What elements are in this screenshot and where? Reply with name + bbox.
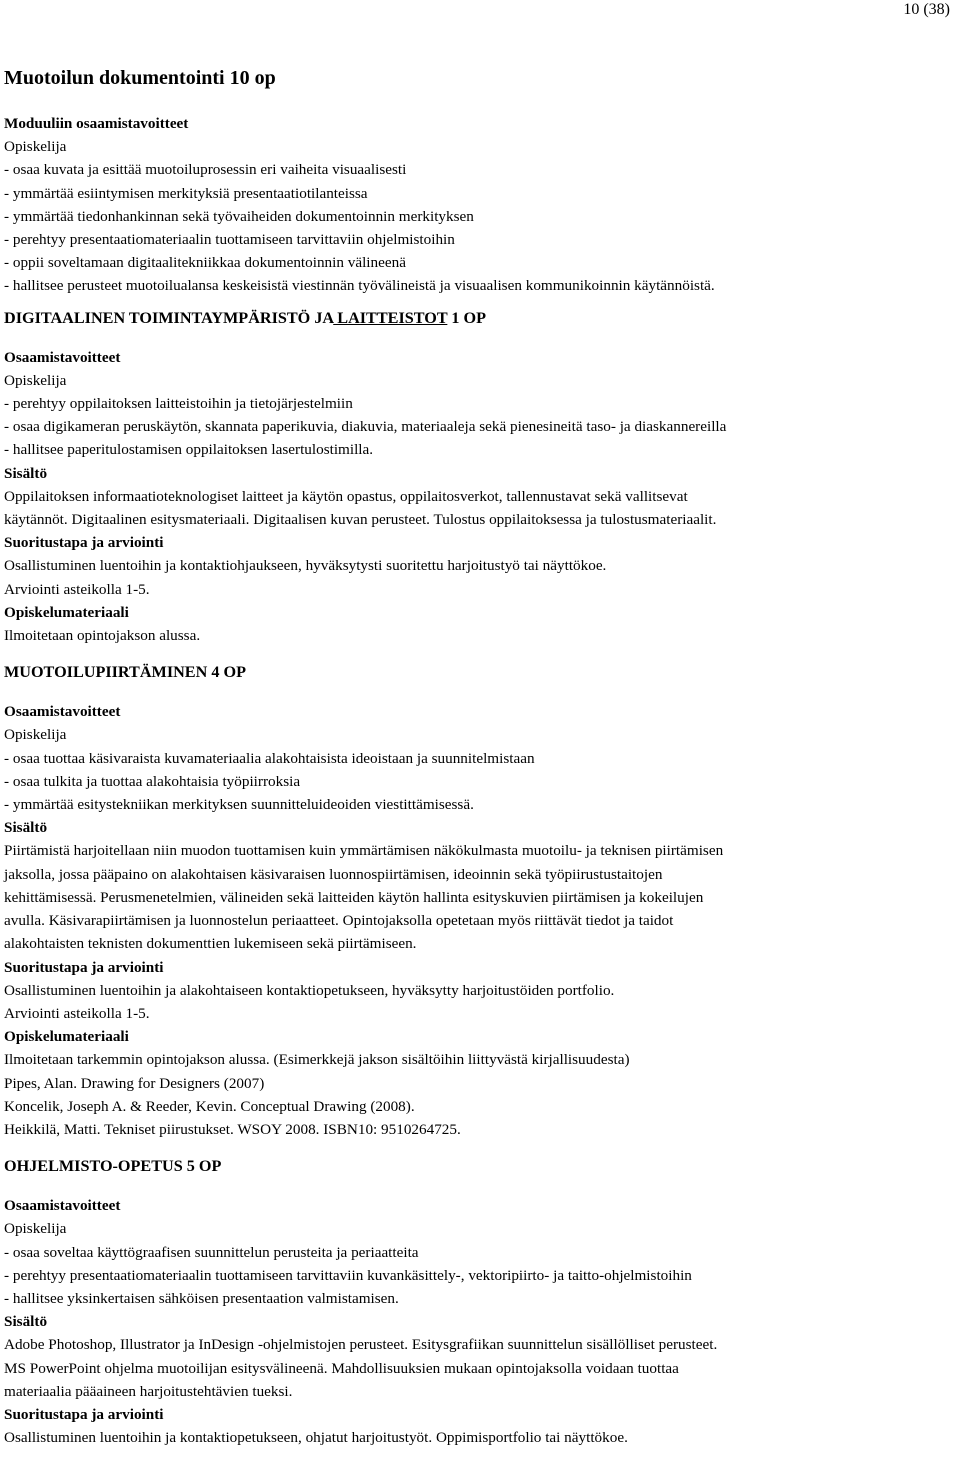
content-line: Adobe Photoshop, Illustrator ja InDesign -ohjelmistojen perusteet. Esitysgrafiikan suunnittelun sisällölliset perusteet.: [4, 1336, 718, 1354]
course-heading-part: 1 OP: [447, 308, 487, 327]
goal-item: - osaa digikameran peruskäytön, skannata paperikuvia, diakuvia, materiaaleja sekä pienesineitä taso- ja diaskannereilla: [4, 418, 727, 436]
content-label: Sisältö: [4, 819, 48, 837]
page-number: 10 (38): [903, 1, 950, 18]
material-line: Ilmoitetaan opintojakson alussa.: [4, 627, 201, 645]
material-label: Opiskelumateriaali: [4, 1028, 129, 1046]
goals-label: Osaamistavoitteet: [4, 703, 121, 721]
content-label: Sisältö: [4, 464, 48, 482]
module-student-label: Opiskelija: [4, 138, 67, 156]
content-line: materiaalia pääaineen harjoitustehtävien tueksi.: [4, 1382, 293, 1400]
course-heading-part: DIGITAALINEN TOIMINTAYMPÄRISTÖ JA: [4, 308, 334, 327]
goal-item: - hallitsee yksinkertaisen sähköisen presentaation valmistamisen.: [4, 1289, 399, 1307]
document-title: Muotoilun dokumentointi 10 op: [4, 67, 276, 89]
method-line: Arviointi asteikolla 1-5.: [4, 580, 150, 598]
module-goal-item: - osaa kuvata ja esittää muotoiluprosessin eri vaiheita visuaalisesti: [4, 161, 407, 179]
module-goal-item: - oppii soveltamaan digitaalitekniikkaa dokumentoinnin välineenä: [4, 254, 406, 272]
module-goal-item: - hallitsee perusteet muotoilualansa keskeisistä viestinnän työvälineistä ja visuaalisen kommunikoinnin käytännöistä.: [4, 277, 715, 295]
content-line: jaksolla, jossa pääpaino on alakohtaisen käsivaraisen luonnospiirtämisen, ideoinnin sekä työpiirustustaitojen: [4, 865, 663, 883]
goals-label: Osaamistavoitteet: [4, 348, 121, 366]
material-line: Koncelik, Joseph A. & Reeder, Kevin. Conceptual Drawing (2008).: [4, 1097, 415, 1115]
content-line: Piirtämistä harjoitellaan niin muodon tuottamisen kuin ymmärtämisen näkökulmasta muotoilu- ja teknisen piirtämisen: [4, 842, 724, 860]
method-label: Suoritustapa ja arviointi: [4, 534, 164, 552]
method-line: Osallistuminen luentoihin ja alakohtaiseen kontaktiopetukseen, hyväksytty harjoitustöiden portfolio.: [4, 981, 615, 999]
method-label: Suoritustapa ja arviointi: [4, 958, 164, 976]
method-line: Osallistuminen luentoihin ja kontaktiohjaukseen, hyväksytysti suoritettu harjoitustyö tai näyttökoe.: [4, 557, 607, 575]
content-line: alakohtaisten teknisten dokumenttien lukemiseen sekä piirtämiseen.: [4, 935, 417, 953]
course-heading: MUOTOILUPIIRTÄMINEN 4 OP: [4, 663, 246, 682]
course-section: [4, 307, 954, 648]
course-heading-underlined-part: LAITTEISTOT: [333, 308, 448, 327]
module-section: [4, 112, 954, 298]
module-goal-item: - ymmärtää tiedonhankinnan sekä työvaiheiden dokumentoinnin merkityksen: [4, 207, 474, 225]
method-line: Osallistuminen luentoihin ja kontaktiopetukseen, ohjatut harjoitustyöt. Oppimisportfolio tai näyttökoe.: [4, 1429, 628, 1447]
goal-item: - perehtyy presentaatiomateriaalin tuottamiseen tarvittaviin kuvankäsittely-, vektoripiirto- ja taitto-ohjelmistoihin: [4, 1266, 692, 1284]
content-line: kehittämisessä. Perusmenetelmien, välineiden sekä laitteiden käytön hallinta esityskuvien piirtämisen ja kokeilujen: [4, 888, 704, 906]
goals-label: Osaamistavoitteet: [4, 1197, 121, 1215]
material-line: Ilmoitetaan tarkemmin opintojakson alussa. (Esimerkkejä jakson sisältöihin liittyvästä kirjallisuudesta): [4, 1051, 630, 1069]
course-heading: [4, 307, 954, 330]
goal-item: - perehtyy oppilaitoksen laitteistoihin ja tietojärjestelmiin: [4, 395, 353, 413]
course-section: [4, 661, 954, 1141]
content-line: avulla. Käsivarapiirtämisen ja luonnostelun periaatteet. Opintojaksolla opetetaan myös riittävät tiedot ja taidot: [4, 912, 674, 930]
content-line: Oppilaitoksen informaatioteknologiset laitteet ja käytön opastus, oppilaitosverkot, tallennustavat sekä vallitsevat: [4, 487, 688, 505]
goal-item: - osaa soveltaa käyttögraafisen suunnittelun perusteita ja periaatteita: [4, 1243, 419, 1261]
module-goals-heading: Moduuliin osaamistavoitteet: [4, 115, 189, 132]
method-label: Suoritustapa ja arviointi: [4, 1405, 164, 1423]
goal-item: - osaa tuottaa käsivaraista kuvamateriaalia alakohtaisista ideoistaan ja suunnitelmistaan: [4, 749, 535, 767]
method-line: Arviointi asteikolla 1-5.: [4, 1004, 150, 1022]
goal-item: - hallitsee paperitulostamisen oppilaitoksen lasertulostimilla.: [4, 441, 374, 459]
goal-item: - ymmärtää esitystekniikan merkityksen suunnitteluideoiden viestittämisessä.: [4, 796, 474, 814]
document-body: [4, 64, 954, 1449]
material-line: Pipes, Alan. Drawing for Designers (2007): [4, 1074, 265, 1092]
student-label: Opiskelija: [4, 1220, 67, 1238]
course-heading: OHJELMISTO-OPETUS 5 OP: [4, 1157, 222, 1176]
goal-item: - osaa tulkita ja tuottaa alakohtaisia työpiirroksia: [4, 772, 301, 790]
material-label: Opiskelumateriaali: [4, 603, 129, 621]
content-label: Sisältö: [4, 1313, 48, 1331]
content-line: käytännöt. Digitaalinen esitysmateriaali. Digitaalisen kuvan perusteet. Tulostus oppilaitoksessa ja tulostusmateriaalit.: [4, 511, 717, 529]
course-section: [4, 1155, 954, 1449]
material-line: Heikkilä, Matti. Tekniset piirustukset. WSOY 2008. ISBN10: 9510264725.: [4, 1120, 461, 1138]
student-label: Opiskelija: [4, 726, 67, 744]
module-goal-item: - ymmärtää esiintymisen merkityksiä presentaatiotilanteissa: [4, 184, 368, 202]
module-goal-item: - perehtyy presentaatiomateriaalin tuottamiseen tarvittaviin ohjelmistoihin: [4, 231, 455, 249]
content-line: MS PowerPoint ohjelma muotoilijan esitysvälineenä. Mahdollisuuksien mukaan opintojaksolla voidaan tuottaa: [4, 1359, 679, 1377]
student-label: Opiskelija: [4, 371, 67, 389]
